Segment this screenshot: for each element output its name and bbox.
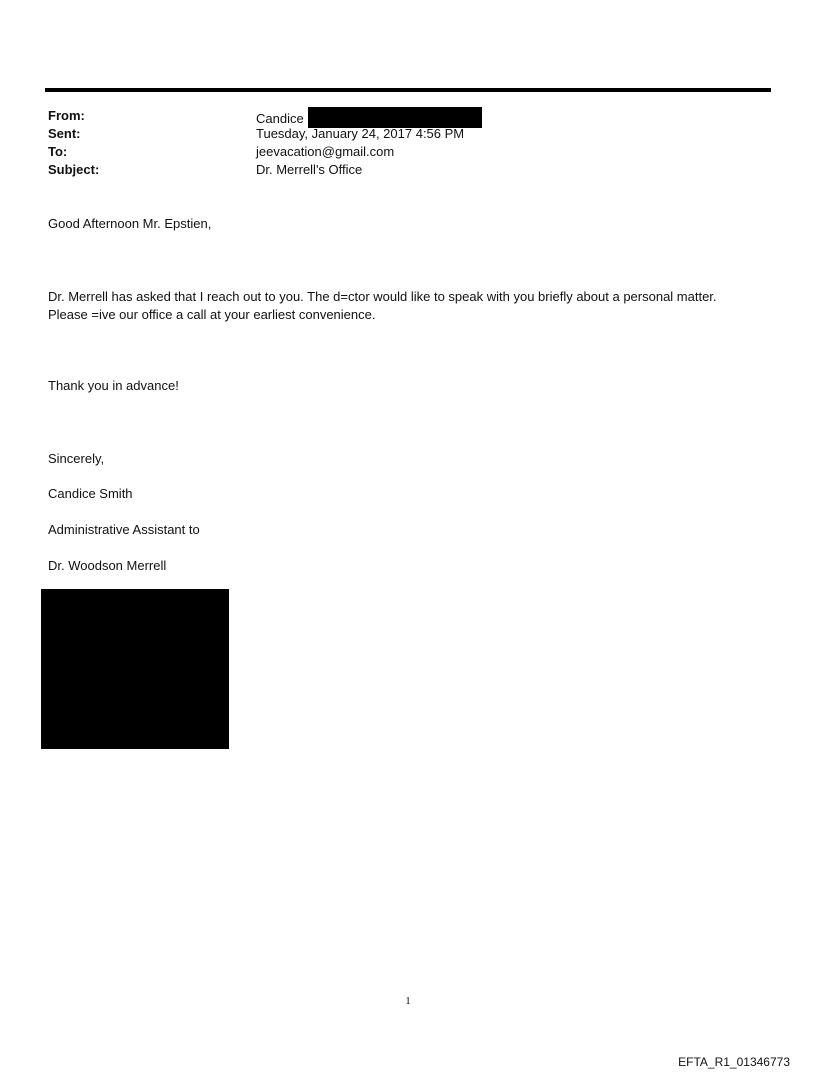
subject-label: Subject:	[48, 162, 100, 177]
to-label: To:	[48, 144, 68, 159]
signature-title: Administrative Assistant to	[48, 522, 200, 537]
from-label: From:	[48, 108, 85, 123]
sent-value: Tuesday, January 24, 2017 4:56 PM	[256, 126, 465, 141]
signature-name: Candice Smith	[48, 486, 133, 501]
redaction-block	[41, 589, 229, 749]
bates-number: EFTA_R1_01346773	[678, 1055, 790, 1069]
signature-org: Dr. Woodson Merrell	[48, 558, 167, 573]
to-value: jeevacation@gmail.com	[256, 144, 395, 159]
from-value	[256, 107, 482, 125]
sent-label: Sent:	[48, 126, 81, 141]
email-header	[48, 107, 482, 179]
from-name: Candice	[256, 111, 304, 126]
closing: Sincerely,	[48, 451, 105, 466]
subject-row	[48, 161, 482, 179]
body-paragraph-line-2: Please =ive our office a call at your earliest convenience.	[48, 307, 376, 322]
body-paragraph-line-1: Dr. Merrell has asked that I reach out to you. The d=ctor would like to speak with you briefly about a personal matter.	[48, 289, 717, 304]
greeting: Good Afternoon Mr. Epstien,	[48, 216, 212, 231]
thanks-line: Thank you in advance!	[48, 378, 179, 393]
sent-row	[48, 125, 482, 143]
header-divider	[45, 88, 771, 92]
from-row	[48, 107, 482, 125]
to-row	[48, 143, 482, 161]
subject-value: Dr. Merrell's Office	[256, 162, 363, 177]
page-number: 1	[405, 995, 411, 1007]
